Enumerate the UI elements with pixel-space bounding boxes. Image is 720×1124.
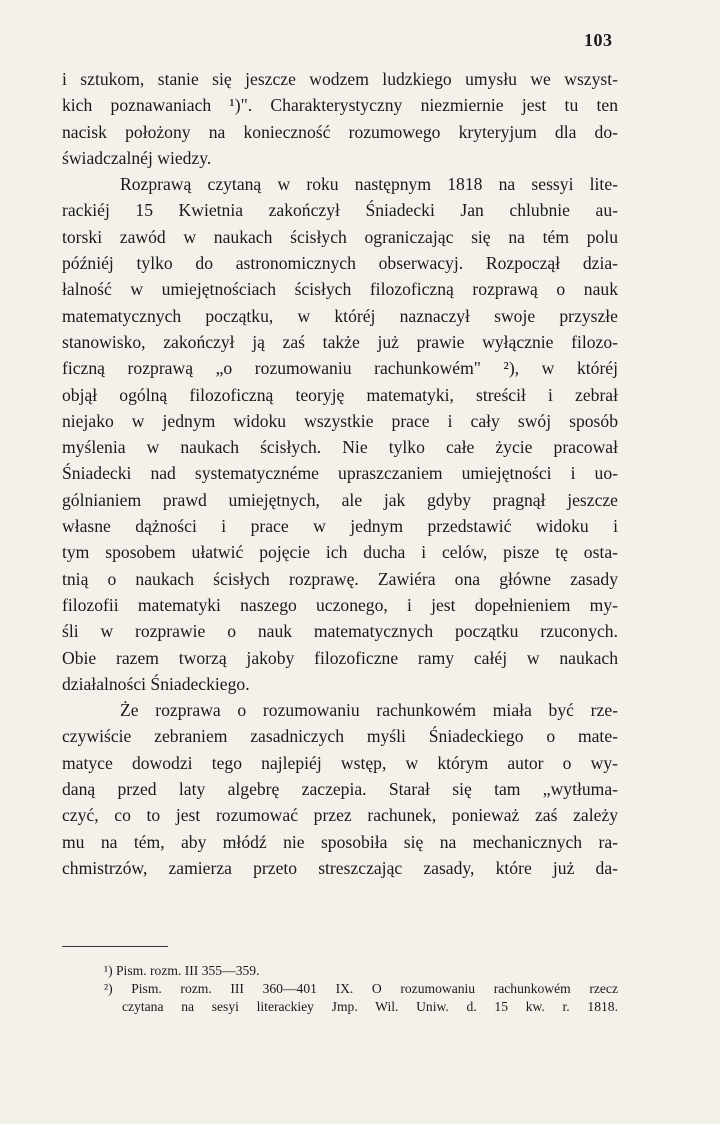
text-line: tym sposobem ułatwić pojęcie ich ducha i celów, pisze tę osta- — [62, 542, 618, 563]
text-line: mu na tém, aby młódź nie sposobiła się na mechanicznych ra- — [62, 831, 618, 852]
text-line: i sztukom, stanie się jeszcze wodzem ludzkiego umysłu we wszyst- — [62, 69, 618, 89]
text-line: śli w rozprawie o nauk matematycznych początku rzuconych. — [62, 621, 618, 642]
text-line: niejako w jednym widoku wszystkie prace i cały swój sposób — [62, 410, 618, 431]
text-line: Obie razem tworzą jakoby filozoficzne ramy całéj w naukach — [62, 647, 618, 668]
text-line: chmistrzów, zamierza przeto streszczając zasady, które już da- — [62, 857, 618, 878]
text-line: łalność w umiejętnościach ścisłych filozoficzną rozprawą o nauk — [62, 279, 618, 300]
footnote-2: ²) Pism. rozm. III 360—401 IX. O rozumowaniu rachunkowém rzecz — [104, 981, 618, 996]
text-line: Śniadecki nad systematycznéme upraszczaniem umiejętności i uo- — [62, 463, 618, 484]
text-line: nacisk położony na konieczność rozumowego kryteryjum dla do- — [62, 121, 618, 142]
text-line: działalności Śniadeckiego. — [62, 673, 250, 694]
text-line: ficzną rozprawą „o rozumowaniu rachunkowém" ²), w któréj — [62, 358, 618, 379]
text-line: własne dążności i prace w jednym przedstawić widoku i — [62, 516, 618, 537]
paragraph-start-line: Że rozprawa o rozumowaniu rachunkowém miała być rze- — [120, 700, 618, 721]
text-line: czywiście zebraniem zasadniczych myśli Śniadeckiego o mate- — [62, 726, 618, 747]
text-line: matyce dowodzi tego najlepiéj wstęp, w którym autor o wy- — [62, 752, 618, 773]
text-line: czyć, co to jest rozumować przez rachunek, ponieważ zaś zależy — [62, 805, 618, 826]
footnote-2-continuation: czytana na sesyi literackiey Jmp. Wil. Uniw. d. 15 kw. r. 1818. — [122, 999, 618, 1014]
text-line: kich poznawaniach ¹)". Charakterystyczny niezmiernie jest tu ten — [62, 95, 618, 116]
text-line: późniéj tylko do astronomicznych obserwacyj. Rozpoczął dzia- — [62, 253, 618, 274]
text-line: gólnianiem prawd umiejętnych, ale jak gdyby pragnął jeszcze — [62, 489, 618, 510]
footnote-rule — [62, 946, 168, 947]
text-line: objął ogólną filozoficzną teoryję matematyki, streścił i zebrał — [62, 384, 618, 405]
text-line: daną przed laty algebrę zaczepia. Starał się tam „wytłuma- — [62, 779, 618, 800]
page-number: 103 — [584, 30, 613, 50]
text-line: myślenia w naukach ścisłych. Nie tylko całe życie pracował — [62, 437, 618, 458]
text-line: stanowisko, zakończył ją zaś także już prawie wyłącznie filozo- — [62, 331, 618, 352]
text-line: świadczalnéj wiedzy. — [62, 147, 212, 168]
text-line: rackiéj 15 Kwietnia zakończył Śniadecki Jan chlubnie au- — [62, 200, 618, 221]
text-line: filozofii matematyki naszego uczonego, i jest dopełnieniem my- — [62, 594, 618, 615]
text-line: matematycznych początku, w któréj naznaczył swoje przyszłe — [62, 305, 618, 326]
text-line: tnią o naukach ścisłych rozprawę. Zawiéra ona główne zasady — [62, 568, 618, 589]
footnotes — [62, 962, 618, 1016]
text-line: torski zawód w naukach ścisłych ograniczając się na tém polu — [62, 226, 618, 247]
paragraph-start-line: Rozprawą czytaną w roku następnym 1818 na sessyi lite- — [120, 174, 618, 195]
footnote-1: ¹) Pism. rozm. III 355—359. — [104, 963, 260, 978]
body-text — [62, 66, 618, 881]
